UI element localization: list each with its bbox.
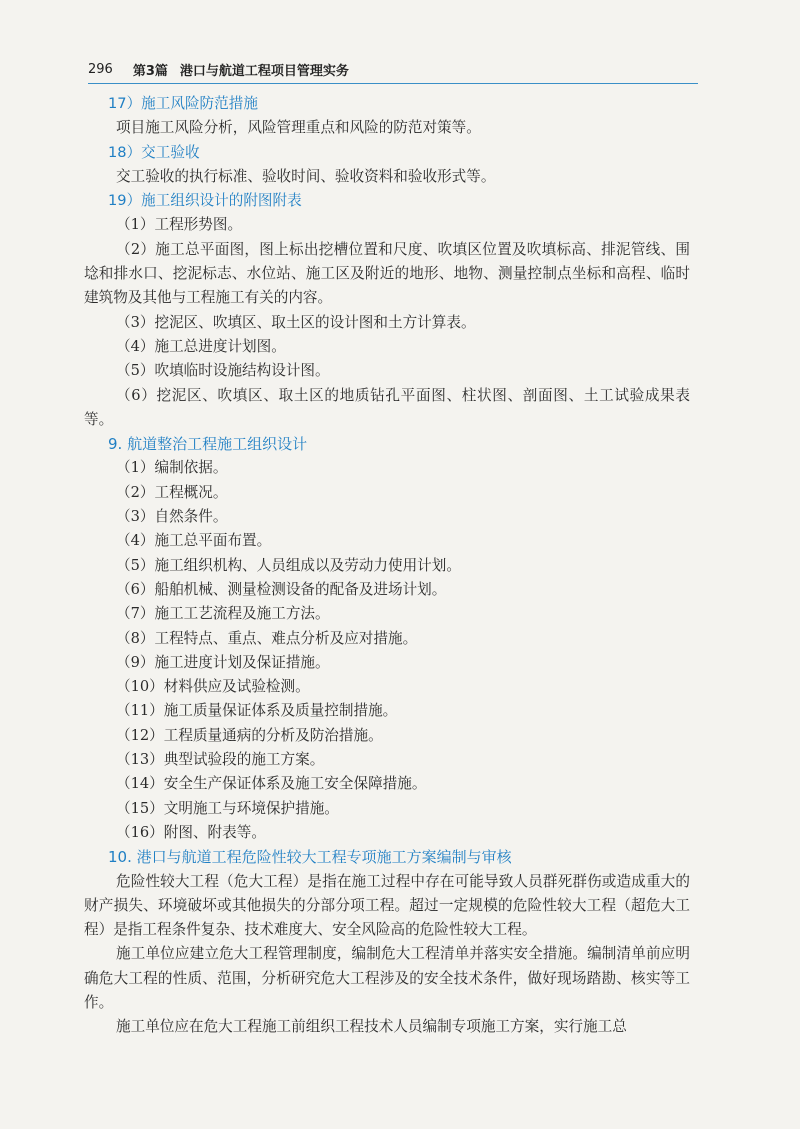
list-item: （12）工程质量通病的分析及防治措施。 xyxy=(116,726,383,744)
list-item: （1）编制依据。 xyxy=(116,459,228,477)
section-heading-17: 17）施工风险防范措施 xyxy=(108,95,258,112)
list-item: （2）施工总平面图，图上标出挖槽位置和尺度、吹填区位置及吹填标高、排泥管线、围埝和排水口、挖泥标志、水位站、施工区及附近的地形、地物、测量控制点坐标和高程、临时建筑物及其他与工程施工有关的内容。 xyxy=(84,240,690,307)
list-item: （3）自然条件。 xyxy=(116,508,228,526)
page-number: 296 xyxy=(88,61,113,77)
list-item: （15）文明施工与环境保护措施。 xyxy=(116,799,339,817)
list-item: （4）施工总平面布置。 xyxy=(116,532,272,550)
list-item: （5）吹填临时设施结构设计图。 xyxy=(116,362,330,380)
list-item: （14）安全生产保证体系及施工安全保障措施。 xyxy=(116,775,427,793)
list-item: （3）挖泥区、吹填区、取土区的设计图和土方计算表。 xyxy=(116,313,476,331)
header-divider xyxy=(88,83,698,84)
list-item: （7）施工工艺流程及施工方法。 xyxy=(116,605,330,623)
section-heading-18: 18）交工验收 xyxy=(108,143,200,161)
paragraph: 施工单位应建立危大工程管理制度，编制危大工程清单并落实安全措施。编制清单前应明确危大工程的性质、范围，分析研究危大工程涉及的安全技术条件，做好现场踏勘、核实等工作。 xyxy=(84,945,690,1011)
list-item: （16）附图、附表等。 xyxy=(116,823,266,841)
paragraph: 危险性较大工程（危大工程）是指在施工过程中存在可能导致人员群死群伤或造成重大的财产损失、环境破坏或其他损失的分部分项工程。超过一定规模的危险性较大工程（超危大工程）是指工程条件复杂、技术难度大、安全风险高的危险性较大工程。 xyxy=(84,872,690,939)
list-item: （13）典型试验段的施工方案。 xyxy=(116,751,325,769)
book-title: 港口与航道工程项目管理实务 xyxy=(179,63,349,79)
list-item: （9）施工进度计划及保证措施。 xyxy=(116,653,330,671)
list-item: （4）施工总进度计划图。 xyxy=(116,337,286,355)
list-item: （2）工程概况。 xyxy=(116,483,228,501)
section-body-17: 项目施工风险分析，风险管理重点和风险的防范对策等。 xyxy=(116,119,481,137)
list-item: （1）工程形势图。 xyxy=(116,216,243,234)
section-heading-10: 10. 港口与航道工程危险性较大工程专项施工方案编制与审核 xyxy=(108,848,512,867)
main-content xyxy=(84,92,690,1040)
list-item: （6）船舶机械、测量检测设备的配备及进场计划。 xyxy=(116,580,447,598)
list-item: （8）工程特点、重点、难点分析及应对措施。 xyxy=(116,629,418,647)
list-item: （5）施工组织机构、人员组成以及劳动力使用计划。 xyxy=(116,556,461,574)
list-item: （10）材料供应及试验检测。 xyxy=(116,678,310,696)
paragraph: 施工单位应在危大工程施工前组织工程技术人员编制专项施工方案，实行施工总 xyxy=(116,1018,627,1036)
section-body-18: 交工验收的执行标准、验收时间、验收资料和验收形式等。 xyxy=(116,167,496,185)
list-item: （11）施工质量保证体系及质量控制措施。 xyxy=(116,702,398,720)
section-heading-9: 9. 航道整治工程施工组织设计 xyxy=(108,435,308,454)
running-header xyxy=(88,57,698,81)
list-item: （6）挖泥区、吹填区、取土区的地质钻孔平面图、柱状图、剖面图、土工试验成果表等。 xyxy=(84,386,690,428)
part-label: 第3篇 xyxy=(132,63,168,79)
section-heading-19: 19）施工组织设计的附图附表 xyxy=(108,192,302,210)
